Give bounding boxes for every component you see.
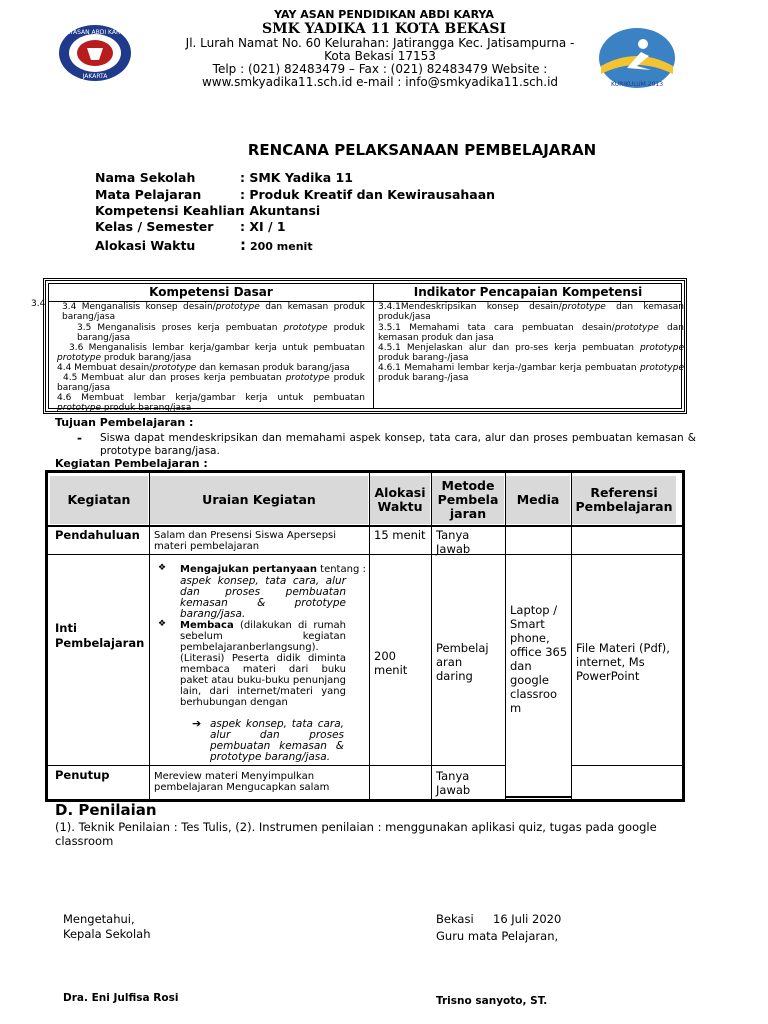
ipk-item: 4.6.1 Memahami lembar kerja-/gambar kerja pembuatan prototype produk barang-/jasa <box>378 363 684 383</box>
teacher-name: Trisno sanyoto, ST. <box>436 995 548 1007</box>
media-text: Laptop / Smart phone, office 365 dan google classroo m <box>510 603 568 715</box>
identity-value: : XI / 1 <box>240 219 286 234</box>
pendahuluan-waktu: 15 menit <box>374 528 426 542</box>
logo-text-bottom: JAKARTA <box>82 73 108 80</box>
diamond-bullet-icon: ❖ <box>158 563 167 573</box>
kd-item: 4.5 Membuat alur dan proses kerja pembuatan prototype produk barang/jasa <box>57 373 365 393</box>
penilaian-text: (1). Teknik Penilaian : Tes Tulis, (2). Instrumen penilaian : menggunakan aplikasi quiz, tugas pada google classroom <box>55 820 657 848</box>
ipk-item: 3.4.1Mendeskripsikan konsep desain/prototype dan kemasan produk/jasa <box>378 302 684 322</box>
contact-line-1: Telp : (021) 82483479 – Fax : (021) 82483479 Website : <box>212 62 548 76</box>
kd-item: 3.4 Menganalisis konsep desain/prototype dan kemasan produk barang/jasa <box>62 302 365 322</box>
row-label-inti: Inti Pembelajaran <box>55 621 145 650</box>
header-referensi: Referensi Pembelajaran <box>572 476 676 524</box>
kd-item: 3.6 Menganalisis lembar kerja/gambar kerja untuk pembuatan prototype produk barang/jasa <box>57 343 365 363</box>
ipk-item: 3.5.1 Memahami tata cara pembuatan desain/prototype dan kemasan produk dan jasa <box>378 323 684 343</box>
pendahuluan-metode: Tanya Jawab <box>436 528 471 556</box>
address-line-1: Jl. Lurah Namat No. 60 Kelurahan: Jatirangga Kec. Jatisampurna - <box>185 36 575 50</box>
inti-arrow-text: aspek konsep, tata cara, alur dan proses pembuatan kemasan & prototype barang/jasa. <box>210 718 344 763</box>
kegiatan-title: Kegiatan Pembelajaran : <box>55 457 208 470</box>
identity-label: Nama Sekolah <box>95 170 196 185</box>
kurikulum-text: KURIKULUM 2013 <box>610 81 664 88</box>
inti-bullet-1: Mengajukan pertanyaan tentang : <box>180 564 366 575</box>
identity-label: Kelas / Semester <box>95 219 214 234</box>
address-line-2: Kota Bekasi 17153 <box>324 49 436 63</box>
kd-item: 3.5 Menganalisis proses kerja pembuatan prototype produk barang/jasa <box>77 323 365 343</box>
row-label-pendahuluan: Pendahuluan <box>55 528 140 542</box>
header-kegiatan: Kegiatan <box>50 476 148 524</box>
identity-label: Mata Pelajaran <box>95 187 202 202</box>
arrow-right-icon: ➔ <box>192 717 202 730</box>
penilaian-title: D. Penilaian <box>55 801 157 819</box>
identity-value: : Produk Kreatif dan Kewirausahaan <box>240 187 496 202</box>
logo-text-top: YAYASAN ABDI KARYA <box>62 29 128 36</box>
document-title: RENCANA PELAKSANAAN PEMBELAJARAN <box>247 141 597 159</box>
kd-item: 4.4 Membuat desain/prototype dan kemasan produk barang/jasa <box>57 363 350 373</box>
header-uraian: Uraian Kegiatan <box>150 476 368 524</box>
sig-city: Bekasi <box>436 912 474 926</box>
competency-table <box>43 278 687 414</box>
ipk-item: 4.5.1 Menjelaskan alur dan pro-ses kerja pembuatan prototype produk barang-/jasa <box>378 343 684 363</box>
inti-bullet-1-topic: aspek konsep, tata cara, alur dan proses pembuatan kemasan & prototype barang/jasa. <box>180 575 346 620</box>
diamond-bullet-icon: ❖ <box>158 619 167 629</box>
tujuan-text: Siswa dapat mendeskripsikan dan memahami aspek konsep, tata cara, alur dan proses pembuatan kemasan & prototype barang/jasa. <box>100 432 696 457</box>
identity-value-small: 200 menit <box>250 240 313 253</box>
identity-value: : SMK Yadika 11 <box>240 170 353 185</box>
identity-value: : Akuntansi <box>240 203 321 218</box>
penutup-metode: Tanya Jawab <box>436 769 471 797</box>
principal-name: Dra. Eni Julfisa Rosi <box>63 992 179 1004</box>
sig-left-line2: Kepala Sekolah <box>63 927 151 941</box>
header-alokasi: Alokasi Waktu <box>370 476 430 524</box>
tujuan-bullet: - <box>77 431 82 445</box>
foundation-name: YAY ASAN PENDIDIKAN ABDI KARYA <box>274 8 494 21</box>
identity-label: Alokasi Waktu <box>95 238 196 253</box>
inti-metode: Pembelaj aran daring <box>436 641 489 683</box>
identity-value: : <box>240 236 246 254</box>
header-metode: Metode Pembela jaran <box>432 476 504 524</box>
inti-bullet-2: Membaca (dilakukan di rumah sebelum kegiatan pembelajaranberlangsung). (Literasi) Peserta didik diminta membaca materi dari buku paket atau buku-buku penunjang lain, dari internet/materi yang berhubungan dengan <box>180 620 346 708</box>
sig-date: 16 Juli 2020 <box>493 912 562 926</box>
kd-outer-prefix: 3.4 <box>31 299 46 309</box>
tujuan-title: Tujuan Pembelajaran : <box>55 416 194 429</box>
ipk-header: Indikator Pencapaian Kompetensi <box>413 285 643 299</box>
sig-left-line1: Mengetahui, <box>63 912 135 926</box>
kd-item: 4.6 Membuat lembar kerja/gambar kerja untuk pembuatan prototype produk barang/jasa <box>57 393 365 413</box>
activity-table <box>45 470 685 802</box>
sig-right-line2: Guru mata Pelajaran, <box>436 929 559 943</box>
penutup-uraian: Mereview materi Menyimpulkan pembelajaran Mengucapkan salam <box>154 771 330 793</box>
pendahuluan-uraian: Salam dan Presensi Siswa Apersepsi materi pembelajaran <box>154 530 337 552</box>
row-label-penutup: Penutup <box>55 768 110 782</box>
school-name: SMK YADIKA 11 KOTA BEKASI <box>262 21 506 37</box>
header-media: Media <box>506 476 570 524</box>
kd-header: Kompetensi Dasar <box>149 285 273 299</box>
identity-label: Kompetensi Keahlian <box>95 203 245 218</box>
contact-line-2: www.smkyadika11.sch.id e-mail : info@smkyadika11.sch.id <box>201 75 559 89</box>
referensi-text: File Materi (Pdf), internet, Ms PowerPoint <box>576 641 670 683</box>
inti-waktu: 200 menit <box>374 649 408 677</box>
